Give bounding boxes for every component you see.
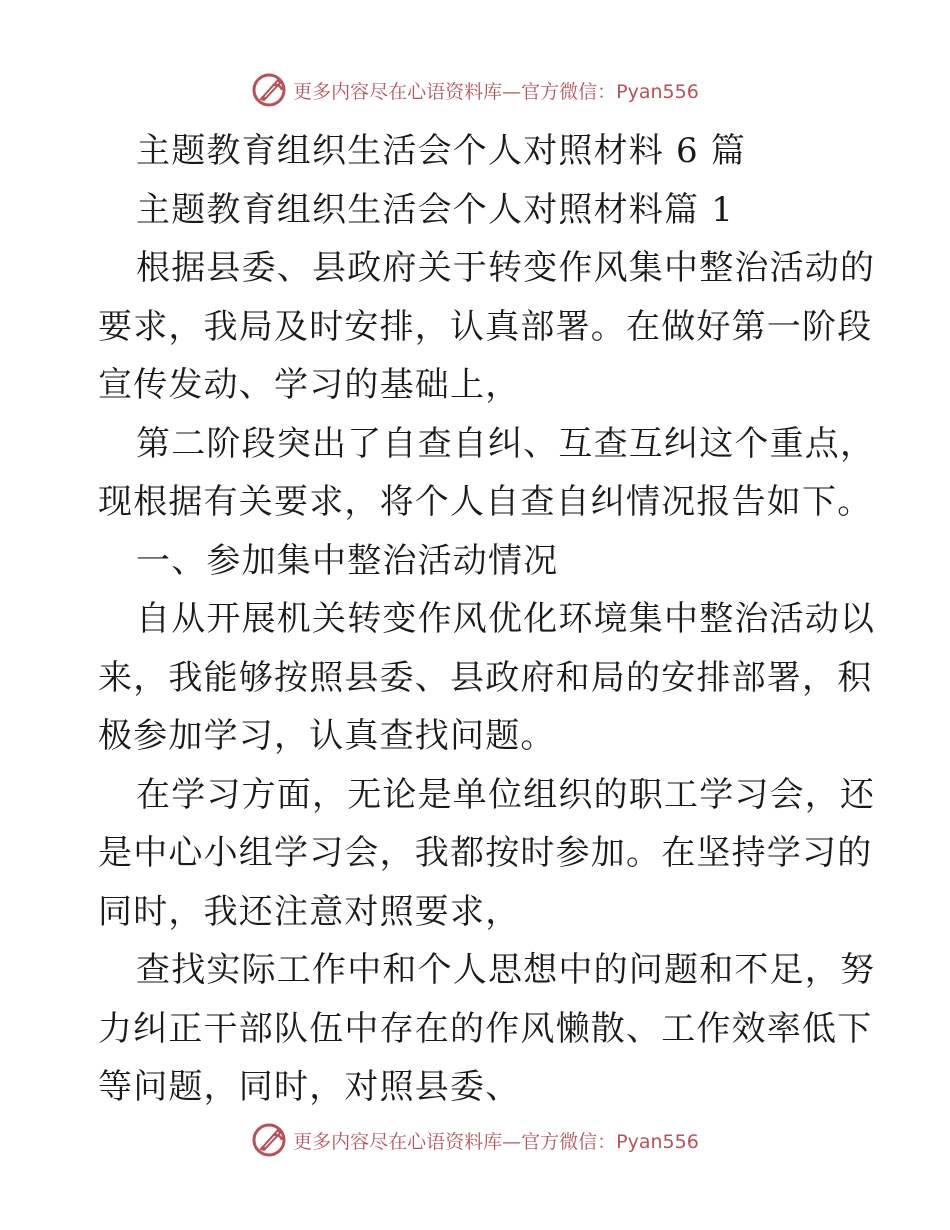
- document-body: [98, 122, 876, 1117]
- text-line: 查找实际工作中和个人思想中的问题和不足，努: [136, 950, 876, 990]
- text-line: 极参加学习，认真查找问题。: [98, 716, 556, 756]
- text-line: 一、参加集中整治活动情况: [136, 540, 559, 581]
- text-line: 力纠正干部队伍中存在的作风懒散、工作效率低下: [98, 1008, 873, 1049]
- banner-content: [251, 1122, 699, 1158]
- quill-logo-icon: [251, 1122, 287, 1158]
- text-line: 根据县委、县政府关于转变作风集中整治活动的: [136, 248, 876, 288]
- text-line: 自从开展机关转变作风优化环境集中整治活动以: [136, 599, 876, 639]
- text-line: 现根据有关要求，将个人自查自纠情况报告如下。: [98, 482, 873, 522]
- wechat-id: Pyan556: [616, 1130, 699, 1153]
- header-banner: [0, 68, 950, 112]
- banner-text: 更多内容尽在心语资料库—官方微信：Pyan556: [293, 80, 699, 103]
- text-line: 主题教育组织生活会个人对照材料篇 1: [136, 189, 735, 230]
- wechat-id: Pyan556: [616, 80, 699, 103]
- text-line: 第二阶段突出了自查自纠、互查互纠这个重点，: [136, 423, 876, 464]
- quill-logo-icon: [251, 72, 287, 108]
- footer-banner: [0, 1118, 950, 1162]
- text-line: 在学习方面，无论是单位组织的职工学习会，还: [136, 774, 876, 815]
- text-line: 要求，我局及时安排，认真部署。在做好第一阶段: [98, 306, 873, 347]
- paragraph: [98, 415, 876, 532]
- heading-one: [98, 532, 858, 591]
- paragraph: [98, 766, 876, 942]
- document-title: [98, 122, 858, 181]
- text-line: 等问题，同时，对照县委、: [98, 1067, 521, 1107]
- text-line: 宣传发动、学习的基础上，: [98, 365, 521, 405]
- paragraph: [98, 941, 876, 1117]
- text-line: 来，我能够按照县委、县政府和局的安排部署，积: [98, 657, 873, 698]
- banner-content: [251, 72, 699, 108]
- paragraph: [98, 590, 876, 766]
- section-title: [98, 181, 858, 240]
- text-line: 同时，我还注意对照要求，: [98, 891, 521, 932]
- banner-text: 更多内容尽在心语资料库—官方微信：Pyan556: [293, 1130, 699, 1153]
- paragraph: [98, 239, 876, 415]
- text-line: 主题教育组织生活会个人对照材料 6 篇: [136, 131, 747, 171]
- text-line: 是中心小组学习会，我都按时参加。在坚持学习的: [98, 833, 873, 873]
